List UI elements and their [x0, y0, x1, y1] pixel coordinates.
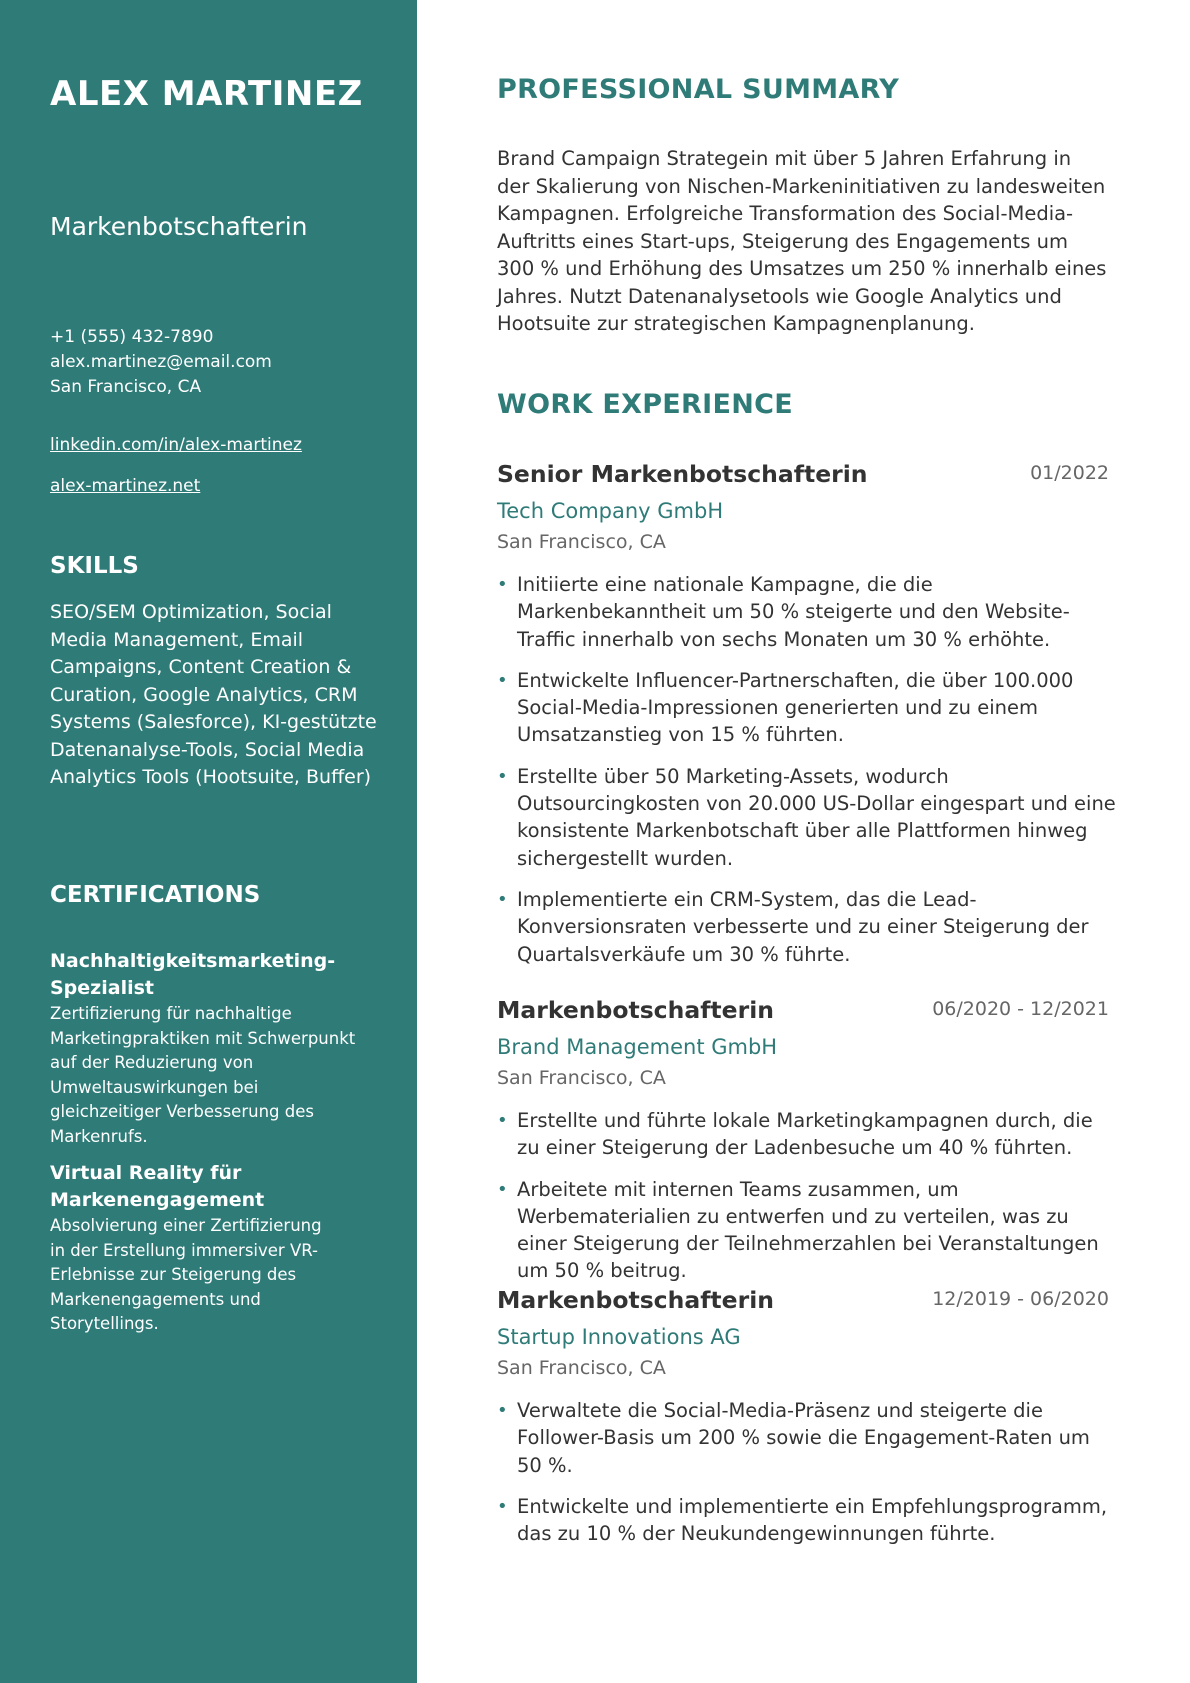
bullet-icon: • [497, 765, 508, 787]
bullet-text: Entwickelte und implementierte ein Empfehlungsprogramm, das zu 10 % der Neukundengewinnungen führte. [517, 1494, 1108, 1546]
bullet-text: Arbeitete mit internen Teams zusammen, um Werbematerialien zu entwerfen und zu verteilen, was zu einer Steigerung der Teilnehmerzahlen bei Veranstaltungen um 50 % beitrug. [517, 1177, 1099, 1283]
bullet-icon: • [497, 669, 508, 691]
bullet-icon: • [497, 1178, 508, 1200]
list-item [497, 1107, 1117, 1162]
bullet-text: Entwickelte Influencer-Partnerschaften, die über 100.000 Social-Media-Impressionen generierten und zu einem Umsatzanstieg von 15 % führten. [517, 668, 1074, 747]
certification-name: Virtual Reality für Markenengagement [50, 1162, 265, 1211]
bullet-icon: • [497, 1110, 508, 1131]
contact-block [50, 325, 272, 400]
job-bullets [497, 1107, 1122, 1285]
skills-heading: SKILLS [50, 553, 139, 579]
bullet-text: Verwaltete die Social-Media-Präsenz und steigerte die Follower-Basis um 200 % sowie die Engagement-Raten um 50 %. [517, 1399, 1090, 1477]
bullet-text: Implementierte ein CRM-System, das die Lead-Konversionsraten verbesserte und zu einer Steigerung der Quartalsverkäufe um 30 % führte. [517, 887, 1089, 966]
certification-name: Nachhaltigkeitsmarketing-Spezialist [50, 950, 336, 999]
job-role: Markenbotschafterin [497, 996, 774, 1024]
bullet-icon: • [497, 574, 508, 595]
certifications-heading: CERTIFICATIONS [50, 882, 261, 908]
phone: +1 (555) 432-7890 [50, 327, 214, 347]
job-location: San Francisco, CA [497, 531, 666, 553]
job-header [497, 996, 1122, 1032]
bullet-text: Initiierte eine nationale Kampagne, die die Markenbekanntheit um 50 % steigerte und den Website-Traffic innerhalb von sechs Monaten um 30 % erhöhte. [517, 573, 1070, 651]
bullet-icon: • [497, 1495, 508, 1517]
skills-text: SEO/SEM Optimization, Social Media Management, Email Campaigns, Content Creation & Curation, Google Analytics, CRM Systems (Salesforce), KI-gestützte Datenanalyse-Tools, Social Media Analytics Tools (Hootsuite, Buffer) [50, 601, 377, 788]
job-company: Tech Company GmbH [497, 499, 724, 523]
job-bullets [497, 571, 1122, 968]
list-item [497, 667, 1117, 749]
linkedin-link[interactable]: linkedin.com/in/alex-martinez [50, 435, 302, 455]
certification-description: Zertifizierung für nachhaltige Marketingpraktiken mit Schwerpunkt auf der Reduzierung von Umweltauswirkungen bei gleichzeitiger Verbesserung des Markenrufs. [50, 1004, 356, 1146]
website-link[interactable]: alex-martinez.net [50, 476, 201, 496]
bullet-icon: • [497, 1400, 508, 1421]
job-company: Startup Innovations AG [497, 1325, 741, 1349]
job-location: San Francisco, CA [497, 1357, 666, 1379]
list-item [497, 886, 1117, 968]
job-role: Senior Markenbotschafterin [497, 460, 868, 488]
bullet-icon: • [497, 888, 508, 910]
job-entry [497, 996, 1122, 1299]
list-item [497, 1176, 1117, 1285]
job-entry [497, 1286, 1122, 1561]
job-header [497, 460, 1122, 496]
list-item [497, 1397, 1117, 1479]
certification-description: Absolvierung einer Zertifizierung in der Erstellung immersiver VR-Erlebnisse zur Steigerung des Markenengagements und Storytellings. [50, 1216, 322, 1333]
work-experience-heading: WORK EXPERIENCE [497, 389, 793, 420]
summary-heading: PROFESSIONAL SUMMARY [497, 74, 900, 105]
list-item [497, 763, 1117, 872]
list-item [497, 1493, 1117, 1548]
sidebar [0, 0, 417, 1683]
job-location: San Francisco, CA [497, 1067, 666, 1089]
job-bullets [497, 1397, 1122, 1547]
location: San Francisco, CA [50, 377, 202, 397]
job-entry [497, 460, 1122, 982]
job-role: Markenbotschafterin [497, 1286, 774, 1314]
job-date: 06/2020 - 12/2021 [932, 998, 1109, 1020]
email: alex.martinez@email.com [50, 352, 272, 372]
certification-item [50, 948, 410, 1149]
job-company: Brand Management GmbH [497, 1035, 778, 1059]
job-date: 01/2022 [1030, 462, 1109, 484]
job-date: 12/2019 - 06/2020 [932, 1288, 1109, 1310]
candidate-name: ALEX MARTINEZ [50, 74, 363, 114]
candidate-title: Markenbotschafterin [50, 212, 308, 241]
bullet-text: Erstellte und führte lokale Marketingkampagnen durch, die zu einer Steigerung der Ladenbesuche um 40 % führten. [517, 1109, 1093, 1160]
certification-item [50, 1160, 410, 1337]
list-item [497, 571, 1117, 653]
bullet-text: Erstellte über 50 Marketing-Assets, wodurch Outsourcingkosten von 20.000 US-Dollar eingespart und eine konsistente Markenbotschaft über alle Plattformen hinweg sichergestellt wurden. [517, 764, 1116, 870]
summary-text: Brand Campaign Strategein mit über 5 Jahren Erfahrung in der Skalierung von Nischen-Markeninitiativen zu landesweiten Kampagnen. Erfolgreiche Transformation des Social-Media-Auftritts eines Start-ups, Steigerung des Engagements um 300 % und Erhöhung des Umsatzes um 250 % innerhalb eines Jahres. Nutzt Datenanalysetools wie Google Analytics und Hootsuite zur strategischen Kampagnenplanung. [497, 147, 1107, 335]
job-header [497, 1286, 1122, 1322]
